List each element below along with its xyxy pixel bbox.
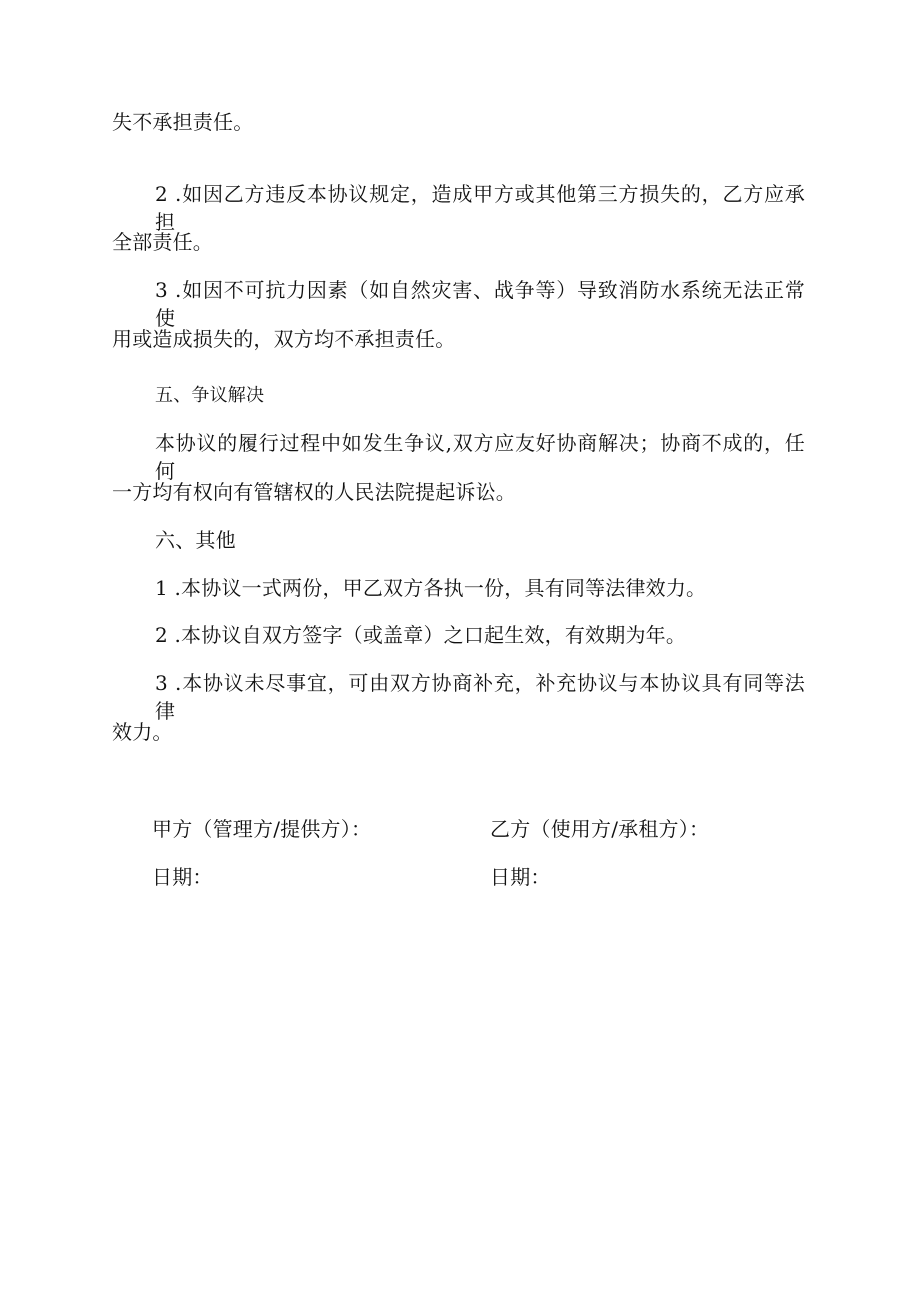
section-6-item-3-line-1: 3 .本协议未尽事宜，可由双方协商补充，补充协议与本协议具有同等法律 [155, 671, 805, 723]
clause-4-item-3-line-2: 用或造成损失的，双方均不承担责任。 [112, 327, 456, 351]
party-b-signature-label: 乙方（使用方/承租方）： [490, 817, 710, 841]
section-5-heading: 五、争议解决 [155, 385, 265, 406]
section-6-heading: 六、其他 [155, 528, 236, 552]
section-5-paragraph-line-2: 一方均有权向有管辖权的人民法院提起诉讼。 [112, 480, 516, 504]
clause-4-item-3-line-1: 3 .如因不可抗力因素（如自然灾害、战争等）导致消防水系统无法正常使 [155, 278, 805, 330]
section-6-item-2: 2 .本协议自双方签字（或盖章）之口起生效，有效期为年。 [155, 623, 687, 647]
paragraph-continuation: 失不承担责任。 [112, 110, 254, 134]
party-a-signature-label: 甲方（管理方/提供方）： [152, 817, 372, 841]
party-b-date-label: 日期： [490, 865, 551, 889]
section-6-item-3-line-2: 效力。 [112, 720, 173, 744]
party-a-date-label: 日期： [152, 865, 213, 889]
clause-4-item-2-line-2: 全部责任。 [112, 230, 213, 254]
clause-4-item-2-line-1: 2 .如因乙方违反本协议规定，造成甲方或其他第三方损失的，乙方应承担 [155, 182, 805, 234]
section-6-item-1: 1 .本协议一式两份，甲乙双方各执一份，具有同等法律效力。 [155, 576, 707, 600]
section-5-paragraph-line-1: 本协议的履行过程中如发生争议,双方应友好协商解决；协商不成的，任何 [155, 431, 805, 483]
